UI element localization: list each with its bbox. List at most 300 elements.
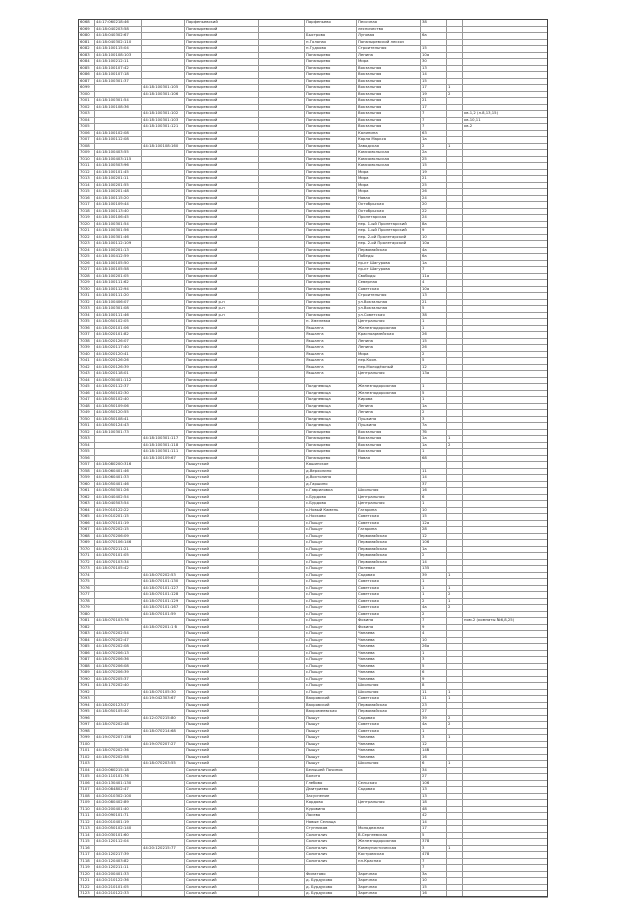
settlement-cell: Поназырево [304,234,356,241]
cadastral-code-cell: 44:18:100112:94 [94,286,141,293]
district-cell: Пыщугский [184,572,258,579]
district-cell: Поназыревский [184,435,258,442]
row-number-cell: 7018 [78,208,94,215]
district-cell: Пыщугский [184,637,258,644]
settlement-cell: Болото [304,773,356,780]
district-cell: Поназыревский [184,32,258,39]
settlement-cell: Якшанга [304,344,356,351]
cadastral-code-alt-cell: 44:18:100109:67 [141,455,184,462]
building-cell [446,507,462,514]
row-number-cell: 7060 [78,481,94,488]
cadastral-code-cell: 44:18:060401:33 [94,474,141,481]
building-cell [446,617,462,624]
cadastral-code-alt-cell: 44:18:100301:103 [141,117,184,124]
building-cell [446,344,462,351]
building-cell: 2 [446,721,462,728]
settlement-cell: с.Пыщуг [304,585,356,592]
house-number-cell: 1 [420,318,446,325]
cadastral-code-cell: 44:18:100201:05 [94,273,141,280]
building-cell: 1 [446,143,462,150]
district-cell: Поназыревский [184,390,258,397]
district-cell: Поназыревский [184,65,258,72]
house-number-cell: 20 [420,201,446,208]
house-number-cell: 7 [420,858,446,865]
street-cell: Чапаева [356,630,420,637]
row-number-cell: 7051 [78,422,94,429]
settlement-cell: с.Пыщуг [304,689,356,696]
district-cell: Пыщугский [184,760,258,767]
cadastral-code-cell: 44:18:100403:115 [94,156,141,163]
district-cell: Пыщугский [184,721,258,728]
house-number-cell: 13 [420,786,446,793]
row-number-cell: 7109 [78,799,94,806]
cadastral-code-cell: 44:18:100201:11 [94,175,141,182]
district-cell: Поназыревский [184,227,258,234]
house-number-cell: 10 [420,637,446,644]
district-cell: Поназыревский [184,260,258,267]
settlement-cell: с.Пыщуг [304,656,356,663]
district-cell: Поназыревский [184,149,258,156]
building-cell [446,260,462,267]
row-number-cell: 7030 [78,286,94,293]
cadastral-code-cell: 44:18:100111:46 [94,312,141,319]
district-cell: Солигаличский [184,864,258,871]
note-cell [462,754,548,761]
note-cell [462,45,548,52]
house-number-cell: 7 [420,617,446,624]
building-cell: 2 [446,604,462,611]
row-number-cell: 7081 [78,617,94,624]
district-cell: Поназыревский [184,221,258,228]
cadastral-code-alt-cell [141,71,184,78]
street-cell: Ленина [356,52,420,59]
settlement-cell: с.Гавриловка [304,487,356,494]
street-cell: Чапаева [356,747,420,754]
street-cell: Октябрьская [356,201,420,208]
settlement-cell: Поназырево [304,299,356,306]
street-cell: Чапаева [356,663,420,670]
cadastral-code-cell: 44:18:050108:41 [94,416,141,423]
district-cell: Пыщугский [184,656,258,663]
cadastral-code-alt-cell: 44:18:070105:30 [141,689,184,696]
house-number-cell: 10 [420,877,446,884]
cadastral-code-cell [94,728,141,735]
house-number-cell: 2 [420,409,446,416]
cadastral-code-cell: 44:18:100301:73 [94,429,141,436]
house-number-cell: 4а [420,721,446,728]
row-number-cell: 7022 [78,234,94,241]
street-cell: Садовая [356,715,420,722]
house-number-cell: 23 [420,702,446,709]
settlement-type-cell [258,507,304,514]
house-number-cell: 6а [420,32,446,39]
settlement-cell: Поназырево [304,149,356,156]
district-cell: Поназыревский [184,71,258,78]
house-number-cell: 10а [420,52,446,59]
note-cell [462,344,548,351]
cadastral-code-cell: 44:18:050120:55 [94,409,141,416]
cadastral-code-cell: 44:18:100301:54 [94,221,141,228]
district-cell: Солигаличский [184,773,258,780]
house-number-cell: 12а [420,520,446,527]
street-cell: Мира [356,169,420,176]
settlement-type-cell [258,890,304,897]
cadastral-code-cell: 44:18:070211:21 [94,546,141,553]
settlement-type-cell [258,754,304,761]
settlement-cell: Якшанга [304,370,356,377]
district-cell: Поназыревский [184,266,258,273]
house-number-cell: 13 [420,292,446,299]
house-number-cell: 1а [420,546,446,553]
settlement-cell: Поназырево [304,71,356,78]
settlement-cell: Поназырево [304,97,356,104]
house-number-cell: 5 [420,357,446,364]
district-cell: Солигаличский [184,858,258,865]
house-number-cell: 27 [420,708,446,715]
house-number-cell: 7 [420,123,446,130]
building-cell [446,890,462,897]
settlement-type-cell [258,234,304,241]
cadastral-code-cell: 44:18:100105:58 [94,266,141,273]
building-cell [446,864,462,871]
building-cell [446,403,462,410]
settlement-cell: Полдневица [304,416,356,423]
street-cell: Коммунистическая [356,845,420,852]
district-cell: Пыщугский [184,624,258,631]
settlement-cell: Филатово [304,871,356,878]
row-number-cell: 7096 [78,715,94,722]
cadastral-code-cell: 44:18:040402:54 [94,494,141,501]
settlement-cell: Пыщуг [304,754,356,761]
settlement-cell: с.Пыщуг [304,533,356,540]
district-cell: Поназыревский [184,123,258,130]
district-cell: Поназыревский [184,442,258,449]
house-number-cell: 15 [420,78,446,85]
building-cell [446,182,462,189]
district-cell: Пыщугский [184,565,258,572]
row-number-cell: 7054 [78,442,94,449]
house-number-cell: 21 [420,299,446,306]
note-cell: кв.1,2 (л.8,13,15) [462,110,548,117]
street-cell: Чапаева [356,676,420,683]
row-number-cell: 7026 [78,260,94,267]
house-number-cell: 17 [420,825,446,832]
note-cell: кв.2 [462,123,548,130]
house-number-cell: 10а [420,240,446,247]
note-cell [462,260,548,267]
street-cell: Советская [356,286,420,293]
cadastral-code-alt-cell: 44:18:070101:127 [141,585,184,592]
settlement-cell: с.Пыщуг [304,552,356,559]
building-cell: 1 [446,572,462,579]
row-number-cell: 7093 [78,695,94,702]
cadastral-code-alt-cell [141,539,184,546]
settlement-cell: с.Пыщуг [304,604,356,611]
street-cell: Советская [356,695,420,702]
settlement-cell: с.Пыщуг [304,682,356,689]
street-cell: Первомайская [356,539,420,546]
row-number-cell: 7055 [78,448,94,455]
cadastral-code-cell: 44:18:100301:08 [94,305,141,312]
district-cell: Пыщугский [184,468,258,475]
settlement-type-cell [258,260,304,267]
street-cell: пер.Молодёжный [356,364,420,371]
street-cell: Чапаева [356,669,420,676]
district-cell: Пыщугский [184,526,258,533]
street-cell: Вокзальная [356,442,420,449]
house-number-cell: 3а [420,871,446,878]
row-number-cell: 7123 [78,890,94,897]
settlement-cell: Поназырево [304,195,356,202]
street-cell: Молодежная [356,825,420,832]
house-number-cell: 26 [420,331,446,338]
cadastral-code-cell: 44:20:060215:18 [94,767,141,774]
district-cell: Поназыревский [184,208,258,215]
street-cell: Комсомольская [356,156,420,163]
row-number-cell: 7047 [78,396,94,403]
house-number-cell: 26 [420,344,446,351]
cadastral-code-cell [94,455,141,462]
district-cell: Пыщугский [184,734,258,741]
note-cell [462,370,548,377]
row-number-cell: 7039 [78,344,94,351]
house-number-cell: 38 [420,19,446,26]
row-number-cell: 7090 [78,676,94,683]
row-number-cell: 7058 [78,468,94,475]
row-number-cell: 7074 [78,572,94,579]
street-cell: Советская [356,598,420,605]
cadastral-code-alt-cell: 44:18:070202:53 [141,572,184,579]
cadastral-code-alt-cell [141,650,184,657]
settlement-cell: Парфеньево [304,19,356,26]
district-cell: Поназыревский [184,58,258,65]
note-cell [462,156,548,163]
settlement-cell: Солигалич [304,832,356,839]
house-number-cell: 28 [420,526,446,533]
house-number-cell: 18 [420,799,446,806]
house-number-cell: 13а [420,370,446,377]
row-number-cell: 7044 [78,377,94,384]
cadastral-code-cell: 44:18:100212:11 [94,58,141,65]
district-cell: Солигаличский [184,845,258,852]
cadastral-code-cell: 44:18:070103:76 [94,617,141,624]
district-cell: Пыщугский [184,754,258,761]
district-cell: Пыщугский [184,617,258,624]
district-cell: Поназыревский р-н [184,299,258,306]
house-number-cell: 14б [420,747,446,754]
house-number-cell: 3 [420,845,446,852]
cadastral-code-cell: 44:18:100403:55 [94,149,141,156]
settlement-cell: Поназырево [304,78,356,85]
house-number-cell: 7а [420,422,446,429]
settlement-type-cell [258,429,304,436]
street-cell: Заречная [356,884,420,891]
district-cell: Поназыревский [184,351,258,358]
district-cell: Поназыревский [184,162,258,169]
cadastral-code-alt-cell [141,45,184,52]
settlement-type-cell [258,676,304,683]
building-cell [446,786,462,793]
building-cell [446,292,462,299]
row-number-cell: 7027 [78,266,94,273]
settlement-type-cell [258,344,304,351]
settlement-type-cell [258,182,304,189]
row-number-cell: 7028 [78,273,94,280]
cadastral-code-alt-cell [141,208,184,215]
row-number-cell: 7024 [78,247,94,254]
cadastral-code-cell: 44:18:050102:40 [94,396,141,403]
cadastral-code-cell: 44:20:210101:05 [94,884,141,891]
cadastral-code-cell: 44:18:100112:08 [94,136,141,143]
note-cell [462,97,548,104]
house-number-cell: 1 [420,728,446,735]
cadastral-code-alt-cell [141,702,184,709]
district-cell: Пыщугский [184,741,258,748]
cadastral-code-cell: 44:18:070202:36 [94,747,141,754]
house-number-cell: 27 [420,773,446,780]
district-cell: Пыщугский [184,728,258,735]
settlement-type-cell [258,370,304,377]
cadastral-code-alt-cell: 44:18:070101:167 [141,604,184,611]
note-cell [462,838,548,845]
street-cell: Вокзальная [356,91,420,98]
street-cell: Луговая [356,32,420,39]
settlement-type-cell [258,318,304,325]
street-cell: Комсомольская [356,162,420,169]
cadastral-code-cell: 44:18:050102:05 [94,318,141,325]
settlement-cell: с.Пыщуг [304,546,356,553]
settlement-cell: Поназырево [304,110,356,117]
district-cell: Пыщугский [184,500,258,507]
row-number-cell: 7083 [78,630,94,637]
settlement-cell [304,864,356,871]
note-cell [462,539,548,546]
cadastral-code-cell: 44:18:100201:48 [94,188,141,195]
row-number-cell: 7016 [78,195,94,202]
row-number-cell: 7114 [78,832,94,839]
building-cell [446,812,462,819]
house-number-cell: 1 [420,591,446,598]
district-cell: Поназыревский [184,344,258,351]
row-number-cell: 7097 [78,721,94,728]
cadastral-code-cell: 44:18:070202:47 [94,637,141,644]
settlement-cell: д. Бурдуково [304,890,356,897]
district-cell: Пыщугский [184,533,258,540]
settlement-cell: Поназырево [304,162,356,169]
row-number-cell: 7121 [78,877,94,884]
house-number-cell: 8 [420,682,446,689]
row-number-cell: 6087 [78,78,94,85]
settlement-cell: Поназырево [304,253,356,260]
cadastral-code-alt-cell: 44:18:100301:118 [141,442,184,449]
district-cell: Поназыревский [184,416,258,423]
street-cell: Красноармейская [356,331,420,338]
street-cell: Вокзальная [356,65,420,72]
district-cell: Солигаличский [184,832,258,839]
row-number-cell: 7072 [78,559,94,566]
street-cell: Советская [356,578,420,585]
row-number-cell: 7029 [78,279,94,286]
district-cell: Поназыревский [184,286,258,293]
building-cell [446,71,462,78]
house-number-cell: 9 [420,227,446,234]
cadastral-code-alt-cell [141,182,184,189]
cadastral-code-alt-cell: 44:18:100301:102 [141,110,184,117]
house-number-cell: 1 [420,325,446,332]
settlement-cell: с.Пыщуг [304,676,356,683]
street-cell: Пушкина [356,416,420,423]
note-cell [462,864,548,871]
district-cell: Пыщугский [184,604,258,611]
settlement-cell: Поназырево [304,136,356,143]
cadastral-code-cell: 44:18:040203:58 [94,26,141,33]
settlement-cell: Якшанга [304,331,356,338]
cadastral-code-cell: 44:18:070105:42 [94,565,141,572]
district-cell: Поназыревский [184,97,258,104]
district-cell: Пыщугский [184,520,258,527]
settlement-type-cell [258,786,304,793]
cadastral-code-cell: 44:20:120112:04 [94,838,141,845]
street-cell: Гагарина [356,526,420,533]
street-cell: Железнодорожная [356,325,420,332]
cadastral-code-cell: 44:18:100107:42 [94,65,141,72]
street-cell: Заводская [356,143,420,150]
house-number-cell: 6 [420,494,446,501]
building-cell: 1 [446,598,462,605]
row-number-cell: 7021 [78,227,94,234]
row-number-cell: 7031 [78,292,94,299]
cadastral-code-cell: 44:18:100301:37 [94,78,141,85]
house-number-cell: 6а [420,253,446,260]
note-cell [462,728,548,735]
row-number-cell: 7059 [78,474,94,481]
settlement-cell: Поназырево [304,429,356,436]
house-number-cell: 63 [420,130,446,137]
settlement-cell: Якшанга [304,338,356,345]
district-cell: Пыщугский [184,630,258,637]
cadastral-code-alt-cell: 44:19:070207:27 [141,741,184,748]
settlement-type-cell [258,565,304,572]
cadastral-code-alt-cell [141,318,184,325]
house-number-cell: 21 [420,97,446,104]
settlement-cell: Пыщуг [304,760,356,767]
cadastral-code-alt-cell: 44:18:070201:1 б [141,624,184,631]
building-cell: 1 [446,689,462,696]
settlement-cell: Лосево [304,812,356,819]
street-cell: пр-кт Шагурова [356,266,420,273]
house-number-cell: 10а [420,286,446,293]
settlement-cell: Пыщуг [304,741,356,748]
row-number-cell: 7056 [78,455,94,462]
street-cell: Вокзальная [356,71,420,78]
cadastral-code-cell: 44:20:084802:47 [94,786,141,793]
district-cell: Поназыревский [184,175,258,182]
row-number-cell: 7107 [78,786,94,793]
row-number-cell: 7002 [78,104,94,111]
building-cell [446,370,462,377]
settlement-cell: д. Бурдуково [304,884,356,891]
row-number-cell: 7070 [78,546,94,553]
street-cell: Первомайская [356,247,420,254]
settlement-cell: с.Новый Камень [304,507,356,514]
building-cell [446,234,462,241]
district-cell: Поназыревский [184,357,258,364]
row-number-cell: 7009 [78,149,94,156]
settlement-cell: Поназырево [304,156,356,163]
row-number-cell: 6080 [78,32,94,39]
settlement-cell: Поназырево [304,260,356,267]
house-number-cell: 26 [420,188,446,195]
